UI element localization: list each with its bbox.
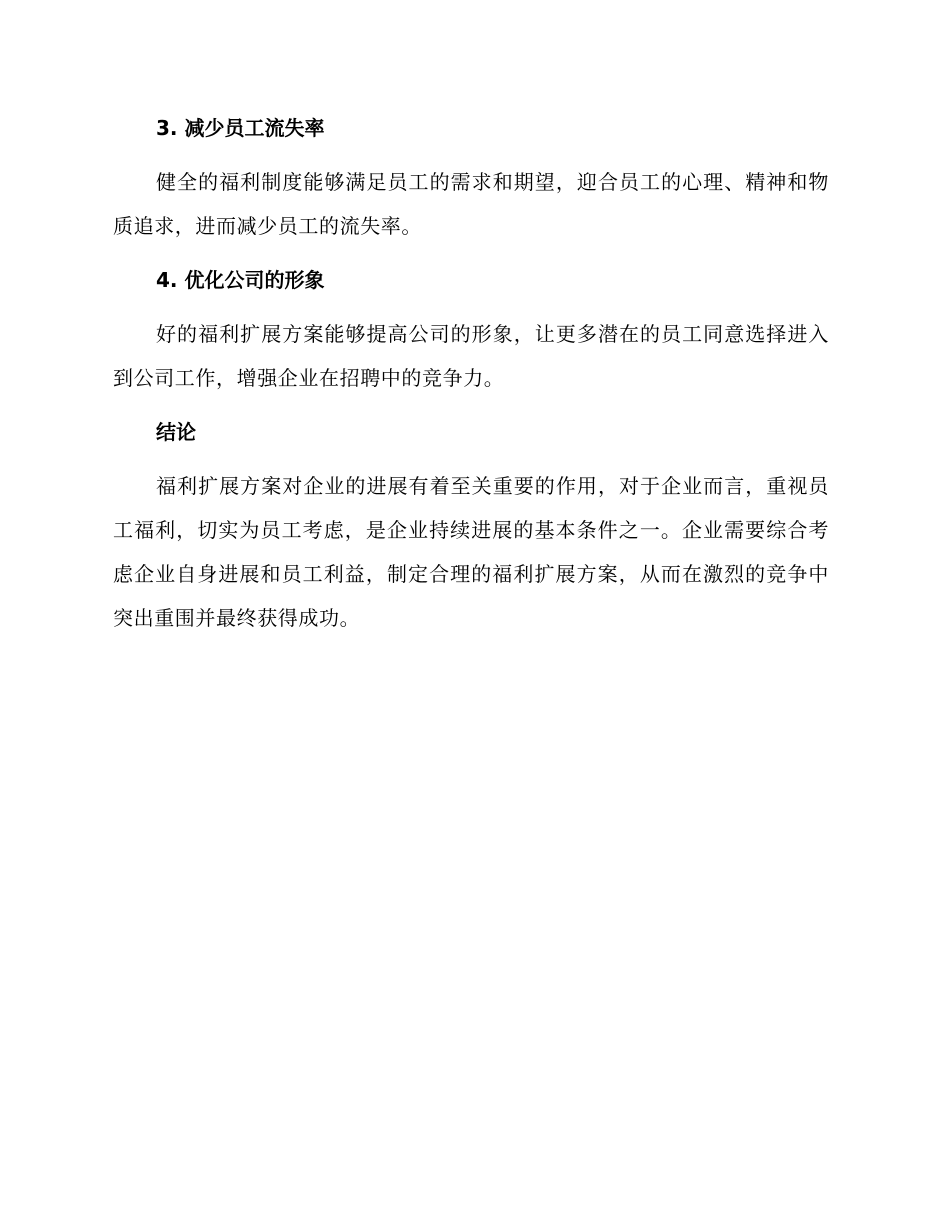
document-content [113, 110, 829, 640]
section-heading-reduce-turnover: 3. 减少员工流失率 [156, 116, 325, 140]
section-body-conclusion: 福利扩展方案对企业的进展有着至关重要的作用，对于企业而言，重视员工福利，切实为员工考虑，是企业持续进展的基本条件之一。企业需要综合考虑企业自身进展和员工利益，制定合理的福利扩展方案，从而在激烈的竞争中突出重围并最终获得成功。 [113, 474, 829, 630]
section-body-company-image: 好的福利扩展方案能够提高公司的形象，让更多潜在的员工同意选择进入到公司工作，增强企业在招聘中的竞争力。 [113, 322, 829, 390]
section-body-reduce-turnover: 健全的福利制度能够满足员工的需求和期望，迎合员工的心理、精神和物质追求，进而减少员工的流失率。 [113, 170, 829, 238]
section-heading-company-image: 4. 优化公司的形象 [156, 268, 325, 292]
section-heading-conclusion: 结论 [156, 420, 196, 444]
